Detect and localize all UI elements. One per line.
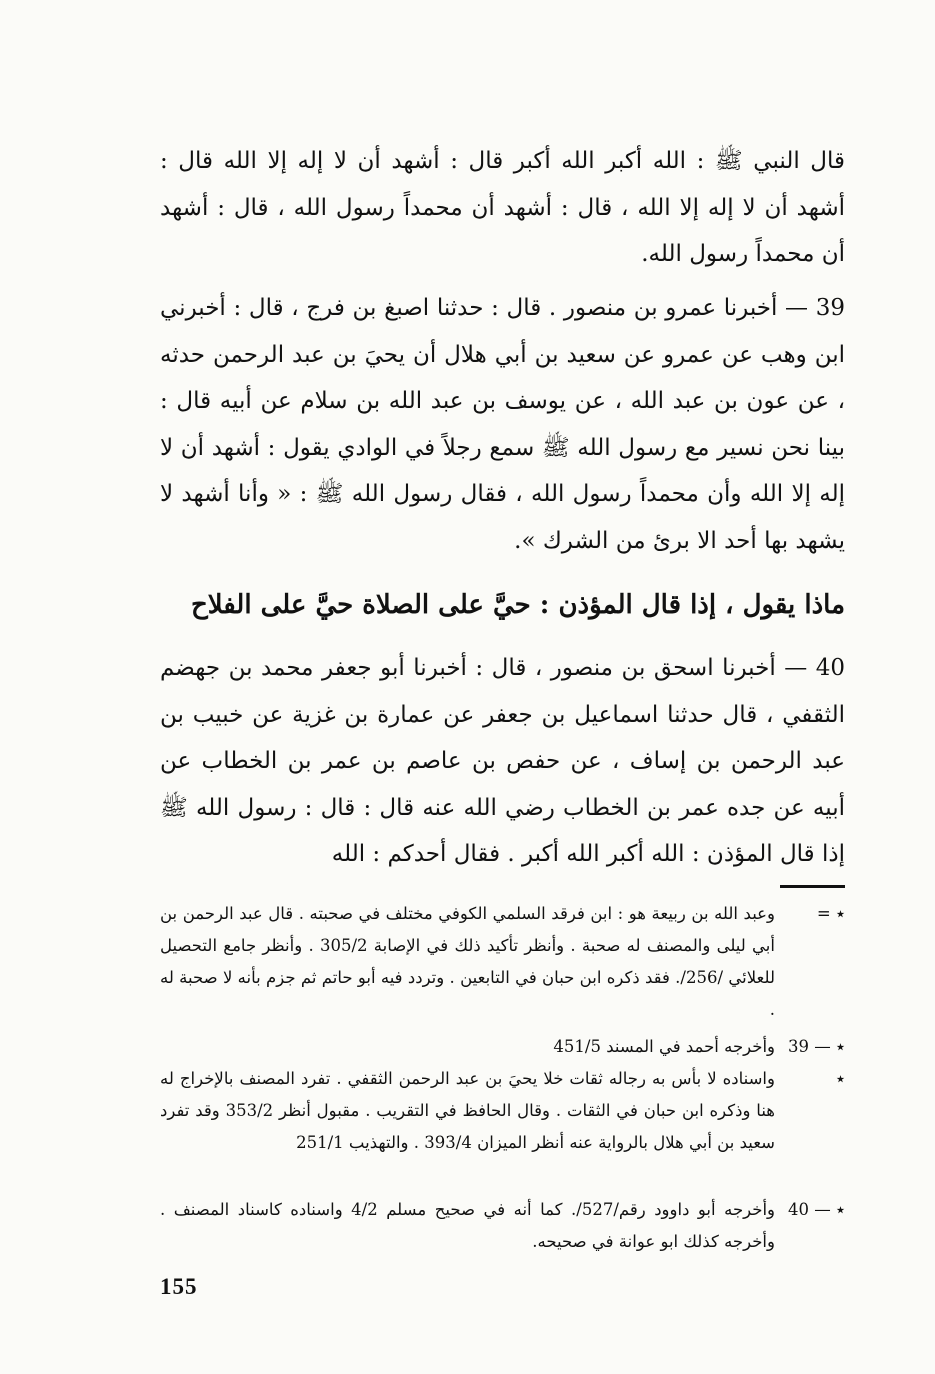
page-number: 155 [160,1274,198,1299]
footnote-marker: = ٭ [816,904,845,923]
footnote-39-b [160,1063,845,1159]
paragraph-hadith-40: 40 — أخبرنا اسحق بن منصور ، قال : أخبرنا أبو جعفر محمد بن جهضم الثقفي ، قال حدثنا اسماعيل بن جعفر عن عمارة بن غزية عن خبيب بن عبد الرحمن بن إساف ، عن حفص بن عاصم بن عمر بن الخطاب عن أبيه عن جده عمر بن الخطاب رضي الله عنه قال : قال : رسول الله ﷺ إذا قال المؤذن : الله أكبر الله أكبر . فقال أحدكم : الله [160,655,845,867]
footnote-marker: 40 — ٭ [788,1200,845,1219]
footnote-text: وعبد الله بن ربيعة هو : ابن فرقد السلمي الكوفي مختلف في صحبته . قال عبد الرحمن بن أبي ليلى والمصنف له صحبة . وأنظر تأكيد ذلك في الإصابة 305/2 . وأنظر جامع التحصيل للعلائي /256/. فقد ذكره ابن حبان في التابعين . وتردد فيه أبو حاتم ثم جزم بأنه لا صحبة له . [160,904,776,1019]
footnote-text: واسناده لا بأس به رجاله ثقات خلا يحيَ بن عبد الرحمن الثقفي . تفرد المصنف بالإخراج له هنا وذكره ابن حبان في الثقات . وقال الحافظ في التقريب . مقبول أنظر 353/2 وقد تفرد سعيد بن أبي هلال بالرواية عنه أنظر الميزان 393/4 . والتهذيب 251/1 [160,1069,776,1152]
paragraph-hadith-39: 39 — أخبرنا عمرو بن منصور . قال : حدثنا اصبغ بن فرج ، قال : أخبرني ابن وهب عن عمرو عن سعيد بن أبي هلال أن يحيَ بن عبد الرحمن حدثه ، عن عون بن عبد الله ، عن يوسف بن عبد الله بن سلام عن أبيه قال : بينا نحن نسير مع رسول الله ﷺ سمع رجلاً في الوادي يقول : أشهد أن لا إله إلا الله وأن محمداً رسول الله ، فقال رسول الله ﷺ : « وأنا أشهد لا يشهد بها أحد الا برئ من الشرك ». [160,295,845,554]
paragraph-hadith-38-ending: قال النبي ﷺ : الله أكبر الله أكبر قال : أشهد أن لا إله إلا الله قال : أشهد أن لا إله إلا الله ، قال : أشهد أن محمداً رسول الله ، قال : أشهد أن محمداً رسول الله. [160,148,845,267]
footnote-text: وأخرجه أحمد في المسند 451/5 [553,1037,775,1056]
footnote-separator [780,885,845,888]
footnote-marker: 39 — ٭ [788,1037,845,1056]
footnote-text: وأخرجه أبو داوود رقم/527/. كما أنه في صحيح مسلم 4/2 واسناده كاسناد المصنف . وأخرجه كذلك ابو عوانة في صحيحه. [160,1200,776,1251]
section-heading: ماذا يقول ، إذا قال المؤذن : حيَّ على الصلاة حيَّ على الفلاح [190,590,845,620]
footnote-continued [160,898,845,1026]
footnote-39-a [160,1031,845,1063]
footnote-40 [160,1194,845,1258]
footnote-marker: ٭ [836,1069,845,1088]
